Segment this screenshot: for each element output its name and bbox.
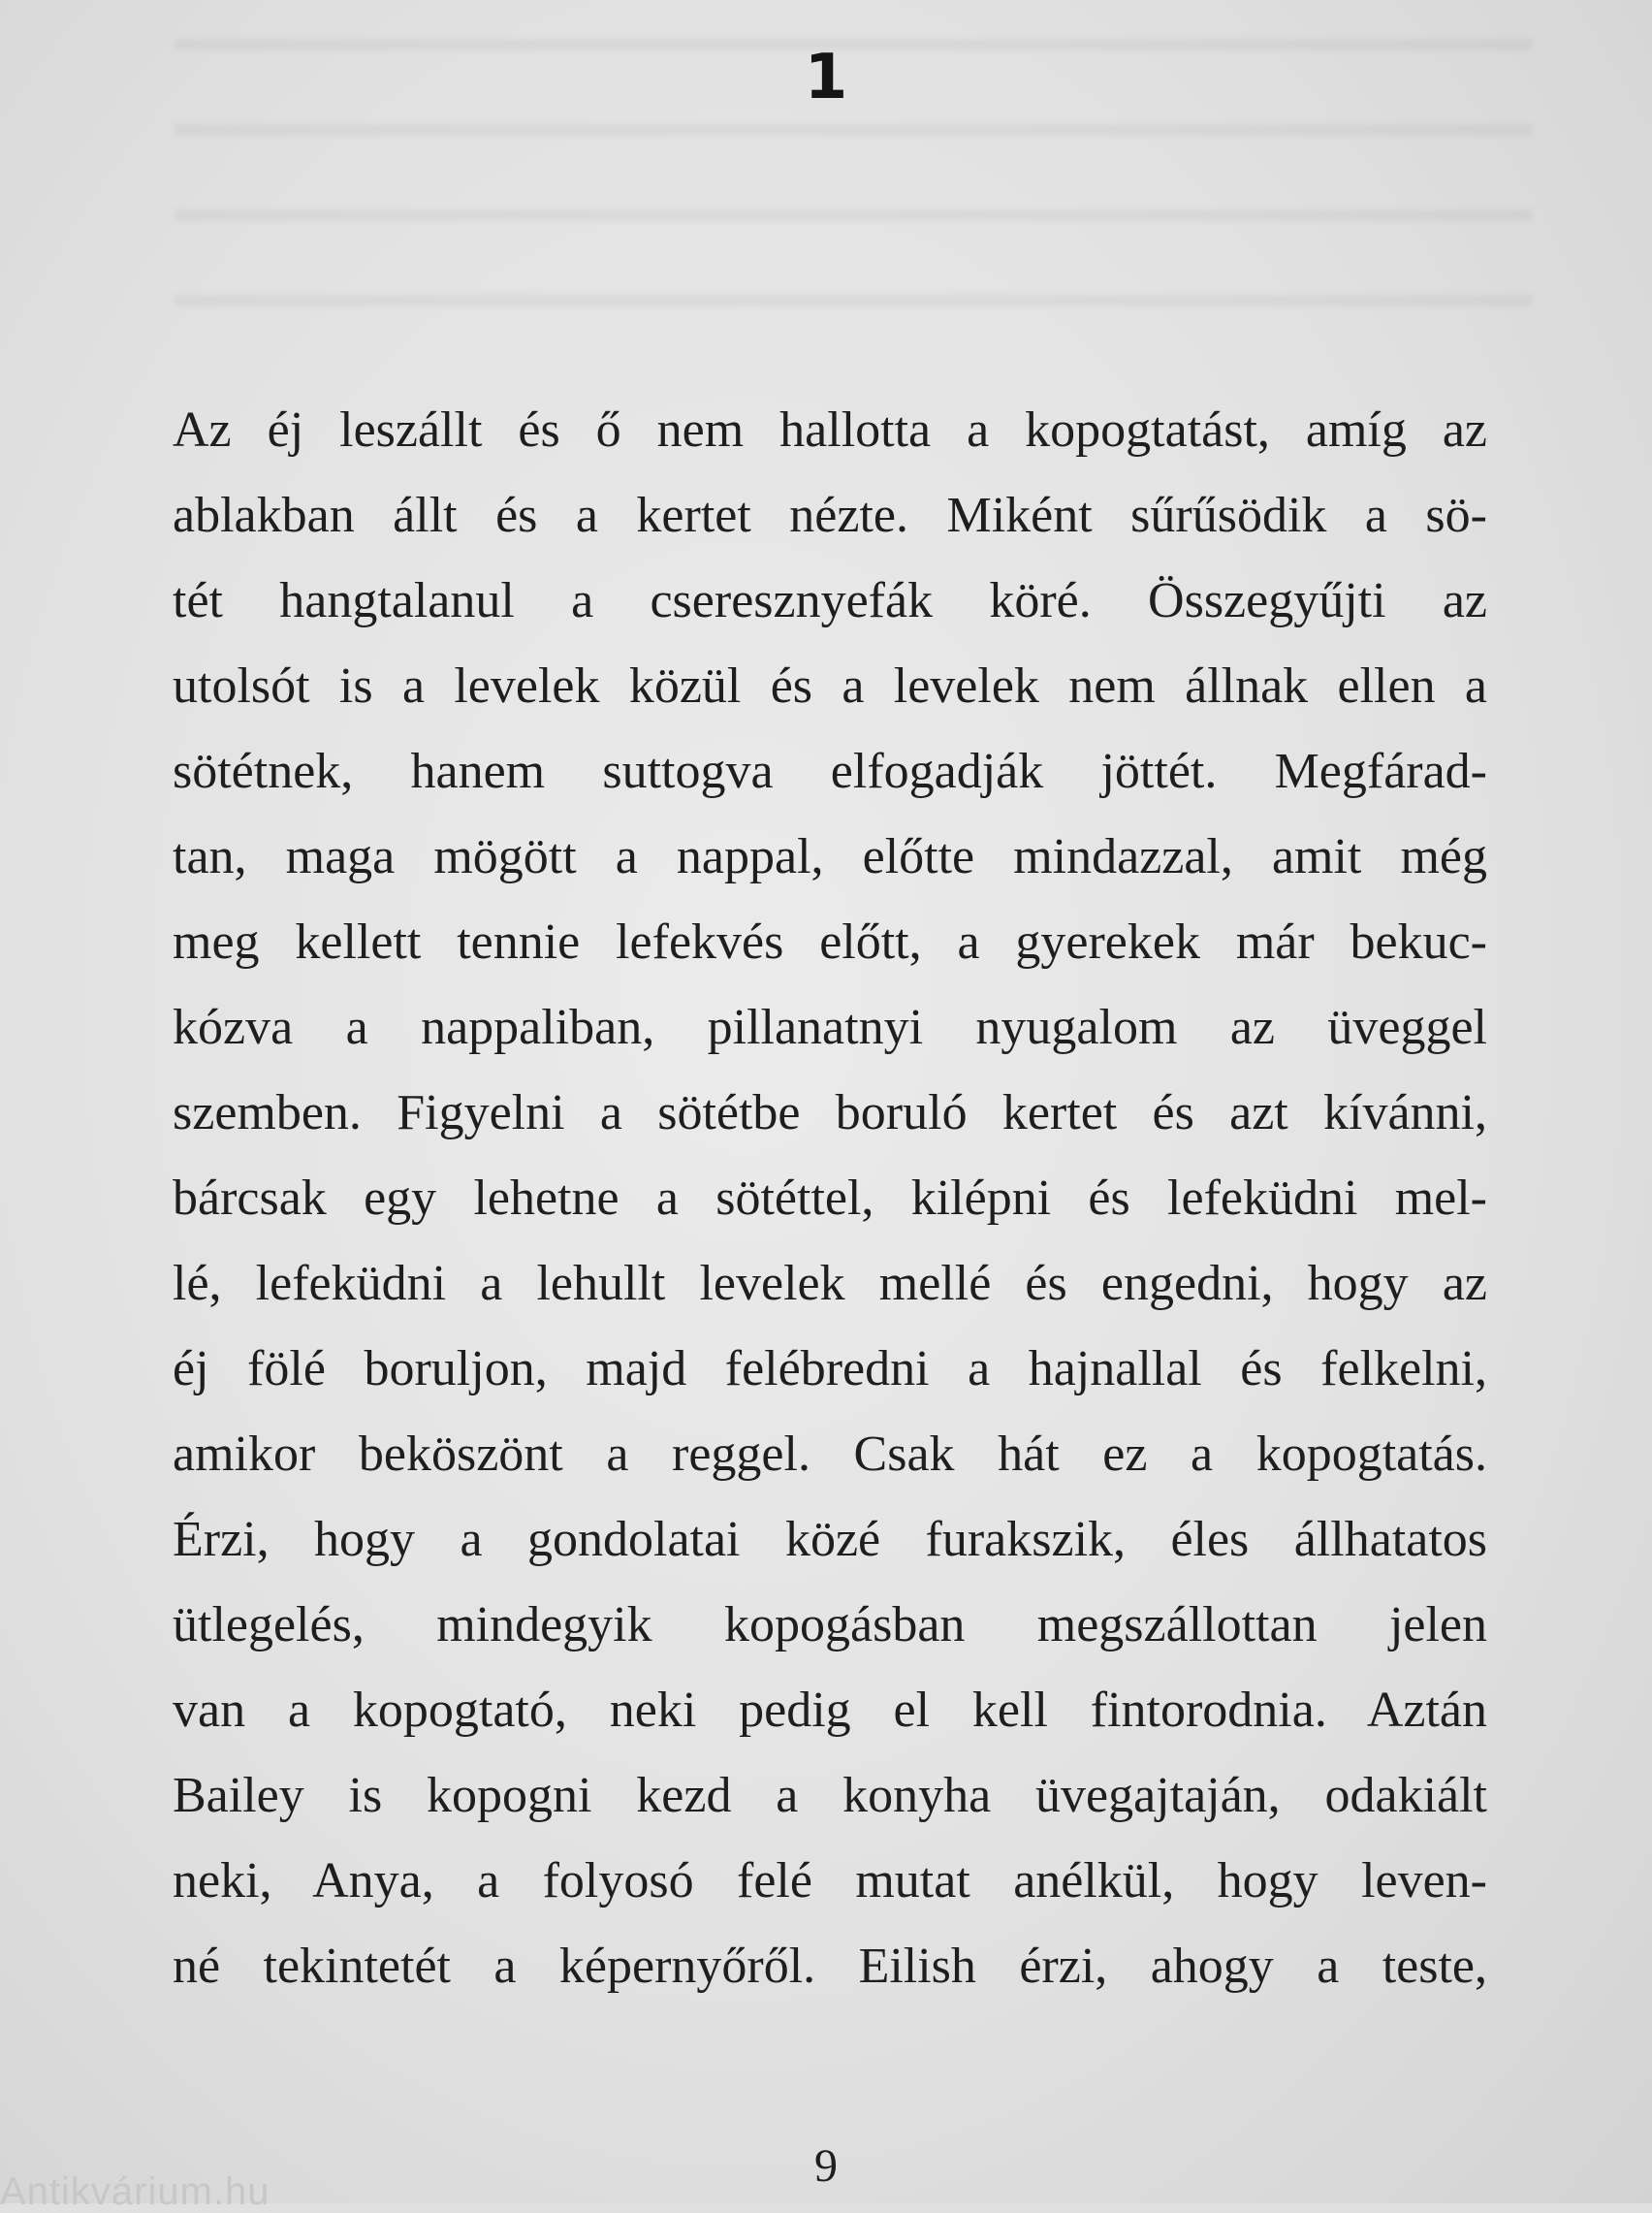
text-line: szemben. Figyelni a sötétbe boruló kertet és azt kívánni,	[173, 1085, 1487, 1140]
text-line: kózva a nappaliban, pillanatnyi nyugalom az üveggel	[173, 1000, 1487, 1055]
text-line: neki, Anya, a folyosó felé mutat anélkül, hogy leven-	[173, 1853, 1487, 1908]
text-line: Az éj leszállt és ő nem hallotta a kopogtatást, amíg az	[173, 402, 1487, 458]
text-line: utolsót is a levelek közül és a levelek nem állnak ellen a	[173, 658, 1487, 714]
text-line: né tekintetét a képernyőről. Eilish érzi, ahogy a teste,	[173, 1939, 1487, 1994]
text-line: meg kellett tennie lefekvés előtt, a gyerekek már bekuc-	[173, 914, 1487, 970]
text-line: tan, maga mögött a nappal, előtte mindazzal, amit még	[173, 829, 1487, 884]
text-line: éj fölé boruljon, majd felébredni a hajnallal és felkelni,	[173, 1341, 1487, 1396]
text-line: van a kopogtató, neki pedig el kell fintorodnia. Aztán	[173, 1683, 1487, 1738]
chapter-number: 1	[804, 42, 848, 113]
text-line: Bailey is kopogni kezd a konyha üvegajtaján, odakiált	[173, 1768, 1487, 1823]
text-line: lé, lefeküdni a lehullt levelek mellé és engedni, hogy az	[173, 1256, 1487, 1311]
text-line: ütlegelés, mindegyik kopogásban megszállottan jelen	[173, 1597, 1487, 1652]
text-line: tét hangtalanul a cseresznyefák köré. Összegyűjti az	[173, 573, 1487, 628]
body-text	[173, 388, 1487, 2009]
text-line: Érzi, hogy a gondolatai közé furakszik, éles állhatatos	[173, 1512, 1487, 1567]
text-line: sötétnek, hanem suttogva elfogadják jöttét. Megfárad-	[173, 744, 1487, 799]
page-number: 9	[814, 2140, 838, 2192]
text-line: ablakban állt és a kertet nézte. Miként sűrűsödik a sö-	[173, 488, 1487, 543]
watermark: Antikvárium.hu	[0, 2170, 270, 2213]
text-line: bárcsak egy lehetne a sötéttel, kilépni és lefeküdni mel-	[173, 1171, 1487, 1226]
text-line: amikor beköszönt a reggel. Csak hát ez a kopogtatás.	[173, 1427, 1487, 1482]
